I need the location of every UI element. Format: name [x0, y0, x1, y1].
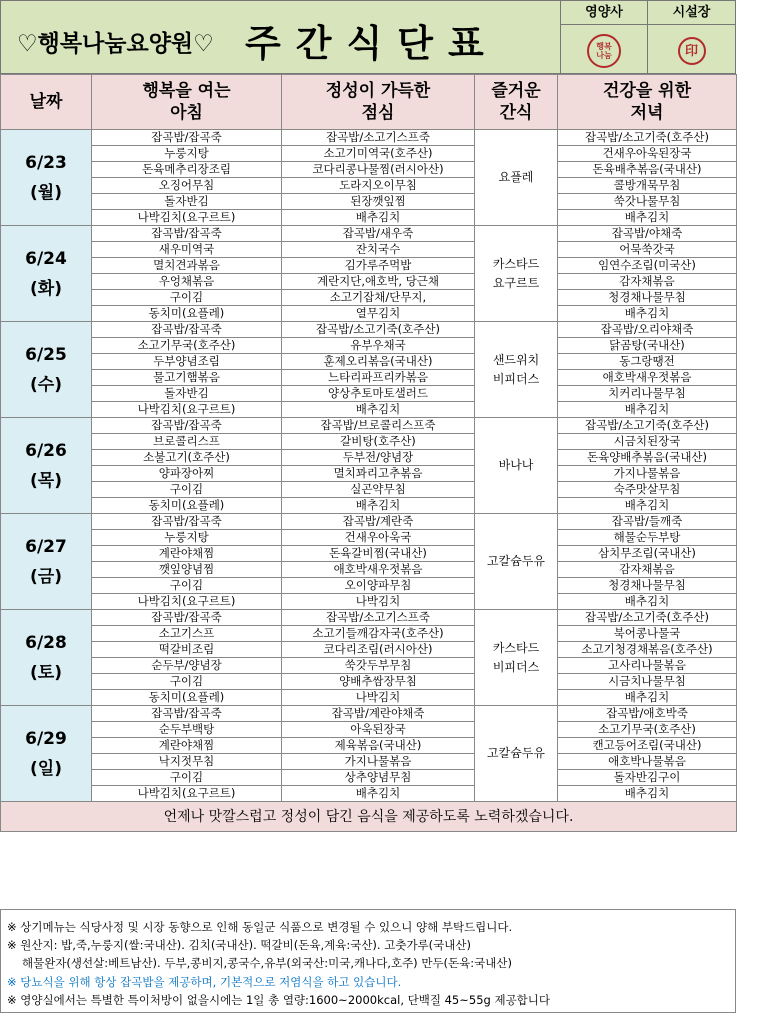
snack-cell: [475, 514, 558, 610]
breakfast-item: 물고기햄볶음: [92, 370, 282, 386]
menu-row: [1, 130, 737, 146]
breakfast-item: 동치미(요플레): [92, 690, 282, 706]
dinner-item: 애호박나물볶음: [558, 754, 737, 770]
breakfast-item: 계란야채찜: [92, 546, 282, 562]
menu-row: [1, 738, 737, 754]
note-line: 해물완자(생선살:베트남산). 두부,콩비지,콩국수,유부(외국산:미국,캐나다,호주) 만두(돈육:국내산): [22, 956, 512, 971]
lunch-item: 양상추토마토샐러드: [282, 386, 475, 402]
slogan-row: [1, 802, 737, 832]
dinner-item: 배추김치: [558, 210, 737, 226]
menu-row: [1, 338, 737, 354]
lunch-item: 두부전/양념장: [282, 450, 475, 466]
dinner-item: 고사리나물볶음: [558, 658, 737, 674]
lunch-item: 배추김치: [282, 210, 475, 226]
dinner-item: 돌자반김구이: [558, 770, 737, 786]
lunch-item: 애호박새우젓볶음: [282, 562, 475, 578]
menu-row: [1, 306, 737, 322]
lunch-item: 배추김치: [282, 498, 475, 514]
dinner-item: 동그랑땡전: [558, 354, 737, 370]
dinner-item: 임연수조림(미국산): [558, 258, 737, 274]
dinner-item: 배추김치: [558, 690, 737, 706]
breakfast-item: 낙지젓무침: [92, 754, 282, 770]
dinner-item: 어묵쑥갓국: [558, 242, 737, 258]
lunch-item: 느타리파프리카볶음: [282, 370, 475, 386]
header-row: [1, 75, 737, 130]
breakfast-item: 소불고기(호주산): [92, 450, 282, 466]
breakfast-item: 소고기무국(호주산): [92, 338, 282, 354]
snack-cell: [475, 706, 558, 802]
breakfast-item: 순두부백탕: [92, 722, 282, 738]
col-header-date: 날짜: [1, 75, 92, 130]
lunch-item: 쑥갓두부무침: [282, 658, 475, 674]
dinner-item: 캔고등어조림(국내산): [558, 738, 737, 754]
snack-cell: [475, 226, 558, 322]
lunch-item: 돈육갈비찜(국내산): [282, 546, 475, 562]
dinner-item: 애호박새우젓볶음: [558, 370, 737, 386]
breakfast-item: 브로콜리스프: [92, 434, 282, 450]
lunch-item: 잡곡밥/소고기죽(호주산): [282, 322, 475, 338]
dinner-item: 쑥갓나물무침: [558, 194, 737, 210]
menu-row: [1, 194, 737, 210]
weekday-label: (월): [30, 182, 62, 203]
dinner-item: 배추김치: [558, 402, 737, 418]
note-line: ※ 상기메뉴는 식당사정 및 시장 동향으로 인해 동일군 식품으로 변경될 수 있으니 양해 부탁드립니다.: [7, 920, 513, 934]
breakfast-item: 구이김: [92, 482, 282, 498]
lunch-item: 소고기들깨감자국(호주산): [282, 626, 475, 642]
breakfast-item: 계란야채찜: [92, 738, 282, 754]
breakfast-item: 잡곡밥/잡곡죽: [92, 130, 282, 146]
menu-row: [1, 578, 737, 594]
snack-item: 비피더스: [492, 659, 540, 674]
menu-row: [1, 594, 737, 610]
date-cell: [1, 322, 92, 418]
breakfast-item: 누룽지탕: [92, 530, 282, 546]
lunch-item: 아욱된장국: [282, 722, 475, 738]
note-line: ※ 당뇨식을 위해 항상 잡곡밥을 제공하며, 기본적으로 저염식을 하고 있습니다.: [7, 974, 402, 989]
dinner-item: 배추김치: [558, 786, 737, 802]
dinner-item: 잡곡밥/오리야채죽: [558, 322, 737, 338]
dietitian-seal-icon: 행복 나눔: [587, 34, 621, 68]
menu-row: [1, 210, 737, 226]
lunch-item: 도라지오이무침: [282, 178, 475, 194]
dinner-item: 건새우아욱된장국: [558, 146, 737, 162]
dinner-item: 돈육배추볶음(국내산): [558, 162, 737, 178]
lunch-item: 배추김치: [282, 786, 475, 802]
date-label: 6/24: [25, 248, 67, 269]
menu-row: [1, 706, 737, 722]
lunch-item: 잡곡밥/브로콜리스프죽: [282, 418, 475, 434]
snack-item: 샌드위치: [492, 352, 540, 367]
lunch-item: 잡곡밥/소고기스프죽: [282, 130, 475, 146]
date-cell: [1, 514, 92, 610]
dinner-item: 돈육양배추볶음(국내산): [558, 450, 737, 466]
approval-director: [648, 1, 735, 73]
dinner-item: 잡곡밥/소고기죽(호주산): [558, 610, 737, 626]
snack-item: 고칼슘두유: [487, 554, 545, 568]
title-bar: [0, 0, 560, 74]
menu-row: [1, 386, 737, 402]
dinner-item: 청경채나물무침: [558, 290, 737, 306]
lunch-item: 코다리콩나물찜(러시아산): [282, 162, 475, 178]
snack-cell: [475, 322, 558, 418]
date-cell: [1, 130, 92, 226]
lunch-item: 계란지단,애호박, 당근채: [282, 274, 475, 290]
dinner-item: 시금치나물무침: [558, 674, 737, 690]
menu-row: [1, 722, 737, 738]
menu-row: [1, 402, 737, 418]
dinner-item: 치커리나물무침: [558, 386, 737, 402]
lunch-item: 가지나물볶음: [282, 754, 475, 770]
menu-row: [1, 562, 737, 578]
menu-row: [1, 162, 737, 178]
col-header-dinner: 건강을 위한 저녁: [558, 75, 737, 130]
lunch-item: 나박김치: [282, 690, 475, 706]
breakfast-item: 잡곡밥/잡곡죽: [92, 706, 282, 722]
breakfast-item: 나박김치(요구르트): [92, 210, 282, 226]
menu-row: [1, 466, 737, 482]
col-header-snack: 즐거운 간식: [475, 75, 558, 130]
menu-row: [1, 674, 737, 690]
lunch-item: 상추양념무침: [282, 770, 475, 786]
lunch-item: 건새우아욱국: [282, 530, 475, 546]
lunch-item: 제육볶음(국내산): [282, 738, 475, 754]
lunch-item: 갈비탕(호주산): [282, 434, 475, 450]
menu-row: [1, 370, 737, 386]
lunch-item: 배추김치: [282, 402, 475, 418]
menu-row: [1, 226, 737, 242]
dinner-item: 배추김치: [558, 594, 737, 610]
snack-item: 요구르트: [492, 275, 540, 290]
date-label: 6/26: [25, 440, 67, 461]
header: [0, 0, 768, 74]
breakfast-item: 돈육메추리장조림: [92, 162, 282, 178]
breakfast-item: 잡곡밥/잡곡죽: [92, 514, 282, 530]
dinner-item: 북어콩나물국: [558, 626, 737, 642]
approval-dietitian: [561, 1, 648, 73]
col-header-breakfast: 행복을 여는 아침: [92, 75, 282, 130]
breakfast-item: 나박김치(요구르트): [92, 786, 282, 802]
menu-row: [1, 514, 737, 530]
notes: [0, 909, 736, 1013]
breakfast-item: 누룽지탕: [92, 146, 282, 162]
breakfast-item: 새우미역국: [92, 242, 282, 258]
lunch-item: 실곤약무침: [282, 482, 475, 498]
breakfast-item: 잡곡밥/잡곡죽: [92, 322, 282, 338]
lunch-item: 김가루주먹밥: [282, 258, 475, 274]
lunch-item: 코다리조림(러시아산): [282, 642, 475, 658]
slogan: 언제나 맛깔스럽고 정성이 담긴 음식을 제공하도록 노력하겠습니다.: [1, 802, 737, 832]
weekday-label: (수): [30, 374, 62, 395]
lunch-item: 훈제오리볶음(국내산): [282, 354, 475, 370]
lunch-item: 된장깻잎찜: [282, 194, 475, 210]
breakfast-item: 깻잎양념찜: [92, 562, 282, 578]
note-line: ※ 영양실에서는 특별한 특이처방이 없을시에는 1일 총 열량:1600~2000kcal, 단백질 45~55g 제공합니다: [7, 992, 551, 1007]
menu-row: [1, 242, 737, 258]
dinner-item: 가지나물볶음: [558, 466, 737, 482]
dinner-item: 청경채나물무침: [558, 578, 737, 594]
weekday-label: (화): [30, 278, 62, 299]
breakfast-item: 돌자반김: [92, 386, 282, 402]
approval-label-director: 시설장: [648, 1, 735, 25]
menu-row: [1, 530, 737, 546]
dinner-item: 잡곡밥/들깨죽: [558, 514, 737, 530]
col-header-lunch: 정성이 가득한 점심: [282, 75, 475, 130]
menu-row: [1, 658, 737, 674]
snack-item: 고칼슘두유: [487, 746, 545, 760]
dinner-item: 감자채볶음: [558, 562, 737, 578]
approval-box: [560, 0, 736, 74]
breakfast-item: 떡갈비조림: [92, 642, 282, 658]
lunch-item: 멸치꽈리고추볶음: [282, 466, 475, 482]
date-cell: [1, 226, 92, 322]
date-cell: [1, 418, 92, 514]
dinner-item: 잡곡밥/야채죽: [558, 226, 737, 242]
menu-row: [1, 146, 737, 162]
breakfast-item: 구이김: [92, 290, 282, 306]
date-label: 6/29: [25, 728, 67, 749]
weekday-label: (토): [30, 662, 62, 683]
dinner-item: 콜방개묵무침: [558, 178, 737, 194]
breakfast-item: 잡곡밥/잡곡죽: [92, 610, 282, 626]
dinner-item: 삼치무조림(국내산): [558, 546, 737, 562]
menu-row: [1, 258, 737, 274]
menu-row: [1, 770, 737, 786]
snack-item: 카스타드: [492, 640, 540, 655]
menu-row: [1, 290, 737, 306]
menu-row: [1, 274, 737, 290]
lunch-item: 잡곡밥/계란야채죽: [282, 706, 475, 722]
date-label: 6/23: [25, 152, 67, 173]
lunch-item: 나박김치: [282, 594, 475, 610]
menu-row: [1, 354, 737, 370]
breakfast-item: 구이김: [92, 674, 282, 690]
breakfast-item: 순두부/양념장: [92, 658, 282, 674]
weekday-label: (일): [30, 758, 62, 779]
lunch-item: 잡곡밥/소고기스프죽: [282, 610, 475, 626]
snack-item: 카스타드: [492, 256, 540, 271]
breakfast-item: 잡곡밥/잡곡죽: [92, 418, 282, 434]
menu-row: [1, 322, 737, 338]
breakfast-item: 오징어무침: [92, 178, 282, 194]
breakfast-item: 멸치견과볶음: [92, 258, 282, 274]
director-seal-icon: 印: [678, 37, 706, 65]
weekday-label: (금): [30, 566, 62, 587]
dinner-item: 잡곡밥/소고기죽(호주산): [558, 418, 737, 434]
dinner-item: 잡곡밥/애호박죽: [558, 706, 737, 722]
weekday-label: (목): [30, 470, 62, 491]
snack-cell: [475, 610, 558, 706]
breakfast-item: 소고기스프: [92, 626, 282, 642]
breakfast-item: 두부양념조림: [92, 354, 282, 370]
dinner-item: 잡곡밥/소고기죽(호주산): [558, 130, 737, 146]
dinner-item: 감자채볶음: [558, 274, 737, 290]
menu-row: [1, 642, 737, 658]
snack-item: 요플레: [498, 170, 534, 184]
approval-label-dietitian: 영양사: [561, 1, 647, 25]
page-title: 주간식단표: [245, 22, 499, 65]
lunch-item: 잡곡밥/계란죽: [282, 514, 475, 530]
date-label: 6/28: [25, 632, 67, 653]
breakfast-item: 양파장아찌: [92, 466, 282, 482]
lunch-item: 양배추쌈장무침: [282, 674, 475, 690]
dinner-item: 배추김치: [558, 306, 737, 322]
breakfast-item: 구이김: [92, 578, 282, 594]
note-line: ※ 원산지: 밥,죽,누룽지(쌀:국내산). 김치(국내산). 떡갈비(돈육,계육:국산). 고춧가루(국내산): [7, 938, 471, 953]
dinner-item: 배추김치: [558, 498, 737, 514]
snack-cell: [475, 418, 558, 514]
lunch-item: 소고기미역국(호주산): [282, 146, 475, 162]
menu-row: [1, 690, 737, 706]
dinner-item: 시금치된장국: [558, 434, 737, 450]
dinner-item: 숙주맛살무침: [558, 482, 737, 498]
breakfast-item: 동치미(요플레): [92, 306, 282, 322]
menu-row: [1, 754, 737, 770]
date-label: 6/27: [25, 536, 67, 557]
breakfast-item: 구이김: [92, 770, 282, 786]
breakfast-item: 동치미(요플레): [92, 498, 282, 514]
breakfast-item: 우엉채볶음: [92, 274, 282, 290]
date-cell: [1, 706, 92, 802]
breakfast-item: 잡곡밥/잡곡죽: [92, 226, 282, 242]
dinner-item: 소고기청경채볶음(호주산): [558, 642, 737, 658]
menu-row: [1, 626, 737, 642]
org-name: ♡행복나눔요양원♡: [17, 31, 214, 57]
dinner-item: 닭곰탕(국내산): [558, 338, 737, 354]
lunch-item: 소고기잡채/단무지,: [282, 290, 475, 306]
lunch-item: 유부우채국: [282, 338, 475, 354]
menu-row: [1, 482, 737, 498]
breakfast-item: 돌자반김: [92, 194, 282, 210]
dinner-item: 해물순두부탕: [558, 530, 737, 546]
menu-row: [1, 178, 737, 194]
breakfast-item: 나박김치(요구르트): [92, 402, 282, 418]
lunch-item: 잔치국수: [282, 242, 475, 258]
lunch-item: 오이양파무침: [282, 578, 475, 594]
lunch-item: 잡곡밥/새우죽: [282, 226, 475, 242]
snack-item: 비피더스: [492, 371, 540, 386]
weekly-menu-table: [0, 74, 737, 832]
menu-row: [1, 450, 737, 466]
lunch-item: 열무김치: [282, 306, 475, 322]
menu-row: [1, 546, 737, 562]
snack-item: 바나나: [498, 458, 534, 472]
breakfast-item: 나박김치(요구르트): [92, 594, 282, 610]
menu-row: [1, 434, 737, 450]
menu-row: [1, 610, 737, 626]
date-label: 6/25: [25, 344, 67, 365]
snack-cell: [475, 130, 558, 226]
menu-row: [1, 418, 737, 434]
date-cell: [1, 610, 92, 706]
menu-row: [1, 786, 737, 802]
menu-row: [1, 498, 737, 514]
dinner-item: 소고기무국(호주산): [558, 722, 737, 738]
